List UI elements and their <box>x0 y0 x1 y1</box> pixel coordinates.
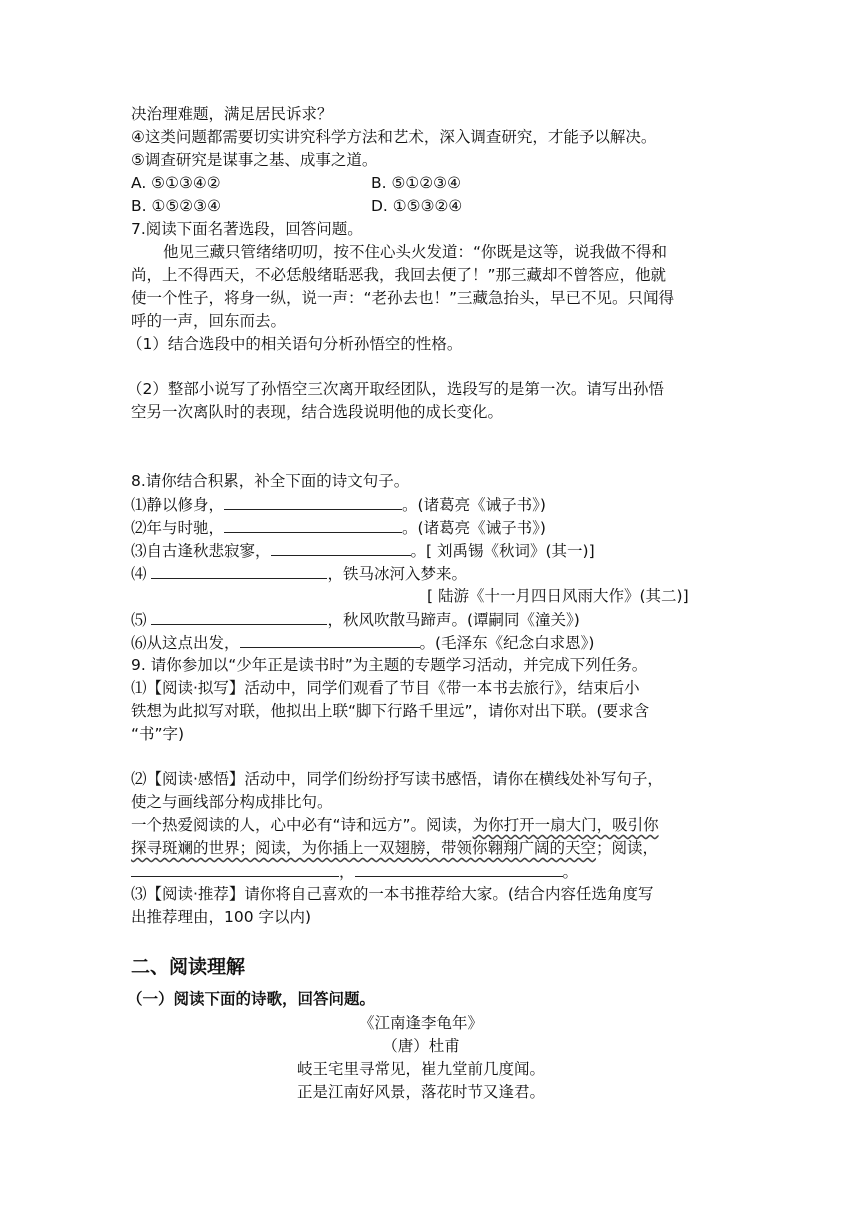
poem-line: 正是江南好风景，落花时节又逢君。 <box>296 1083 545 1101</box>
answer-blank[interactable] <box>224 493 402 510</box>
q8-item-3-prompt: ⑶自古逢秋悲寂寥， <box>131 542 271 560</box>
q7-sub-question-2: （2）整部小说写了孙悟空三次离开取经团队，选段写的是第一次。请写出孙悟 <box>127 380 664 398</box>
q8-item-4 <box>131 562 467 585</box>
q9-task-2-blanks <box>131 860 578 883</box>
q8-item-3 <box>131 539 595 562</box>
answer-blank[interactable] <box>355 860 563 877</box>
period: 。 <box>562 863 579 881</box>
answer-blank[interactable] <box>271 539 411 556</box>
q8-item-1-source: 。(诸葛亮《诫子书》) <box>402 496 546 514</box>
q8-item-6-source: 。(毛泽东《纪念白求恩》) <box>419 634 595 652</box>
q6-option-a: A. ⑤①③④② <box>131 174 221 192</box>
underlined-phrase: 为你打开一扇大门，吸引你 <box>472 816 659 834</box>
comma: ， <box>339 863 355 881</box>
q9-task-1-cont: “书”字) <box>131 725 185 743</box>
answer-blank[interactable] <box>151 562 327 579</box>
q8-item-4-text: ，铁马冰河入梦来。 <box>327 565 467 583</box>
q7-passage-line: 使一个性子，将身一纵，说一声：“老孙去也！”三藏急抬头，早已不见。只闻得 <box>131 289 675 307</box>
q6-option-d: D. ①⑤③②④ <box>371 197 463 215</box>
underlined-phrase: 探寻斑斓的世界；阅读，为你插上一双翅膀，带领你翱翔广阔的天空 <box>131 839 597 857</box>
q9-task-1: ⑴【阅读·拟写】活动中，同学们观看了节目《带一本书去旅行》，结束后小 <box>131 679 640 697</box>
passage-text: 一个热爱阅读的人，心中必有“诗和远方”。阅读， <box>131 816 473 834</box>
q6-line: 决治理难题，满足居民诉求？ <box>131 105 333 123</box>
q6-option-b-left: B. ①⑤②③④ <box>131 197 221 215</box>
q7-passage-line: 尚，上不得西天，不必恁般绪聒恶我，我回去便了！”那三藏却不曾答应，他就 <box>131 266 667 284</box>
section-heading: 二、阅读理解 <box>131 956 246 978</box>
q9-task-3: ⑶【阅读·推荐】请你将自己喜欢的一本书推荐给大家。(结合内容任选角度写 <box>131 885 654 903</box>
q8-item-5 <box>131 608 580 631</box>
q8-title: 8.请你结合积累，补全下面的诗文句子。 <box>131 472 410 490</box>
q8-item-4-number: ⑷ <box>131 565 152 583</box>
passage-text: ；阅读， <box>596 839 659 857</box>
q6-statement-5: ⑤调查研究是谋事之基、成事之道。 <box>131 151 378 169</box>
q8-item-2-prompt: ⑵年与时驰， <box>131 519 225 537</box>
q9-task-2-passage <box>131 814 659 836</box>
answer-blank[interactable] <box>224 516 402 533</box>
q9-task-2-passage <box>131 837 658 859</box>
q7-title: 7.阅读下面名著选段，回答问题。 <box>131 220 363 238</box>
q8-item-1 <box>131 493 546 516</box>
q9-task-2: ⑵【阅读·感悟】活动中，同学们纷纷抒写读书感悟，请你在横线处补写句子， <box>131 770 663 788</box>
answer-blank[interactable] <box>151 608 327 625</box>
answer-blank[interactable] <box>240 631 420 648</box>
q8-item-5-number: ⑸ <box>131 611 152 629</box>
poem-author: （唐）杜甫 <box>382 1037 460 1055</box>
q7-sub-question-1: （1）结合选段中的相关语句分析孙悟空的性格。 <box>127 335 463 353</box>
q8-item-2-source: 。(诸葛亮《诫子书》) <box>402 519 546 537</box>
q8-item-3-source: 。[ 刘禹锡《秋词》(其一)] <box>410 542 595 560</box>
q9-task-1-cont: 铁想为此拟写对联，他拟出上联“脚下行路千里远”，请你对出下联。(要求含 <box>131 702 650 720</box>
poem-line: 岐王宅里寻常见，崔九堂前几度闻。 <box>296 1060 545 1078</box>
answer-blank[interactable] <box>131 860 339 877</box>
q9-task-3-cont: 出推荐理由，100 字以内) <box>131 908 312 926</box>
q6-statement-4: ④这类问题都需要切实讲究科学方法和艺术，深入调查研究，才能予以解决。 <box>131 128 657 146</box>
q7-passage-line: 呼的一声，回东而去。 <box>131 312 287 330</box>
q8-item-4-source: [ 陆游《十一月四日风雨大作》(其二)] <box>427 587 689 605</box>
q8-item-2 <box>131 516 546 539</box>
q8-item-6 <box>131 631 594 654</box>
q9-task-2-cont: 使之与画线部分构成排比句。 <box>131 793 333 811</box>
poem-title: 《江南逢李龟年》 <box>358 1014 483 1032</box>
q8-item-1-prompt: ⑴静以修身， <box>131 496 225 514</box>
q6-option-b-right: B. ⑤①②③④ <box>371 174 461 192</box>
q9-title: 9. 请你参加以“少年正是读书时”为主题的专题学习活动，并完成下列任务。 <box>131 656 648 674</box>
q8-item-5-text: ，秋风吹散马蹄声。(谭嗣同《潼关》) <box>327 611 580 629</box>
q7-passage-line: 他见三藏只管绪绪叨叨，按不住心头火发道：“你既是这等，说我做不得和 <box>163 243 668 261</box>
section-subheading: （一）阅读下面的诗歌，回答问题。 <box>127 990 376 1008</box>
q7-sub-question-2-cont: 空另一次离队时的表现，结合选段说明他的成长变化。 <box>131 403 504 421</box>
q8-item-6-prompt: ⑹从这点出发， <box>131 634 240 652</box>
